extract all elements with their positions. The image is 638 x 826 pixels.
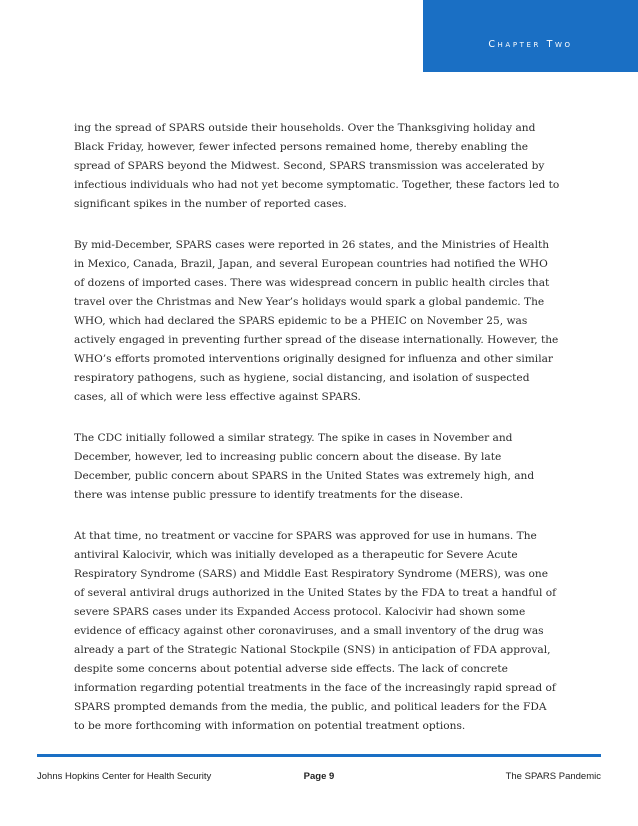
- footer-divider: [37, 754, 601, 757]
- footer-organization: Johns Hopkins Center for Health Security: [37, 771, 212, 782]
- paragraph: The CDC initially followed a similar strategy. The spike in cases in November and December, however, led to increasing public concern about the disease. By late December, public concern about SPARS in the United States was extremely high, and there was intense public pressure to identify treatments for the disease.: [74, 432, 535, 501]
- paragraph: ing the spread of SPARS outside their households. Over the Thanksgiving holiday and Black Friday, however, fewer infected persons remained home, thereby enabling the spread of SPARS beyond the Midwest. Second, SPARS transmission was accelerated by infectious individuals who had not yet become symptomatic. Together, these factors led to significant spikes in the number of reported cases.: [74, 122, 560, 210]
- chapter-label: Chapter Two: [488, 39, 573, 50]
- page-footer: [37, 771, 601, 787]
- body-text: [74, 119, 560, 758]
- page-number: Page 9: [303, 771, 335, 782]
- paragraph: By mid-December, SPARS cases were reported in 26 states, and the Ministries of Health in Mexico, Canada, Brazil, Japan, and several European countries had notified the WHO of dozens of imported cases. There was widespread concern in public health circles that travel over the Christmas and New Year’s holidays would spark a global pandemic. The WHO, which had declared the SPARS epidemic to be a PHEIC on November 25, was actively engaged in preventing further spread of the disease internationally. However, the WHO’s efforts promoted interventions originally designed for influenza and other similar respiratory pathogens, such as hygiene, social distancing, and isolation of suspected cases, all of which were less effective against SPARS.: [74, 239, 559, 403]
- chapter-header-tab: [423, 0, 638, 72]
- paragraph: At that time, no treatment or vaccine for SPARS was approved for use in humans. The antiviral Kalocivir, which was initially developed as a therapeutic for Severe Acute Respiratory Syndrome (SARS) and Middle East Respiratory Syndrome (MERS), was one of several antiviral drugs authorized in the United States by the FDA to treat a handful of severe SPARS cases under its Expanded Access protocol. Kalocivir had shown some evidence of efficacy against other coronaviruses, and a small inventory of the drug was already a part of the Strategic National Stockpile (SNS) in anticipation of FDA approval, despite some concerns about potential adverse side effects. The lack of concrete information regarding potential treatments in the face of the increasingly rapid spread of SPARS prompted demands from the media, the public, and political leaders for the FDA to be more forthcoming with information on potential treatment options.: [74, 530, 557, 732]
- footer-document-title: The SPARS Pandemic: [505, 771, 601, 782]
